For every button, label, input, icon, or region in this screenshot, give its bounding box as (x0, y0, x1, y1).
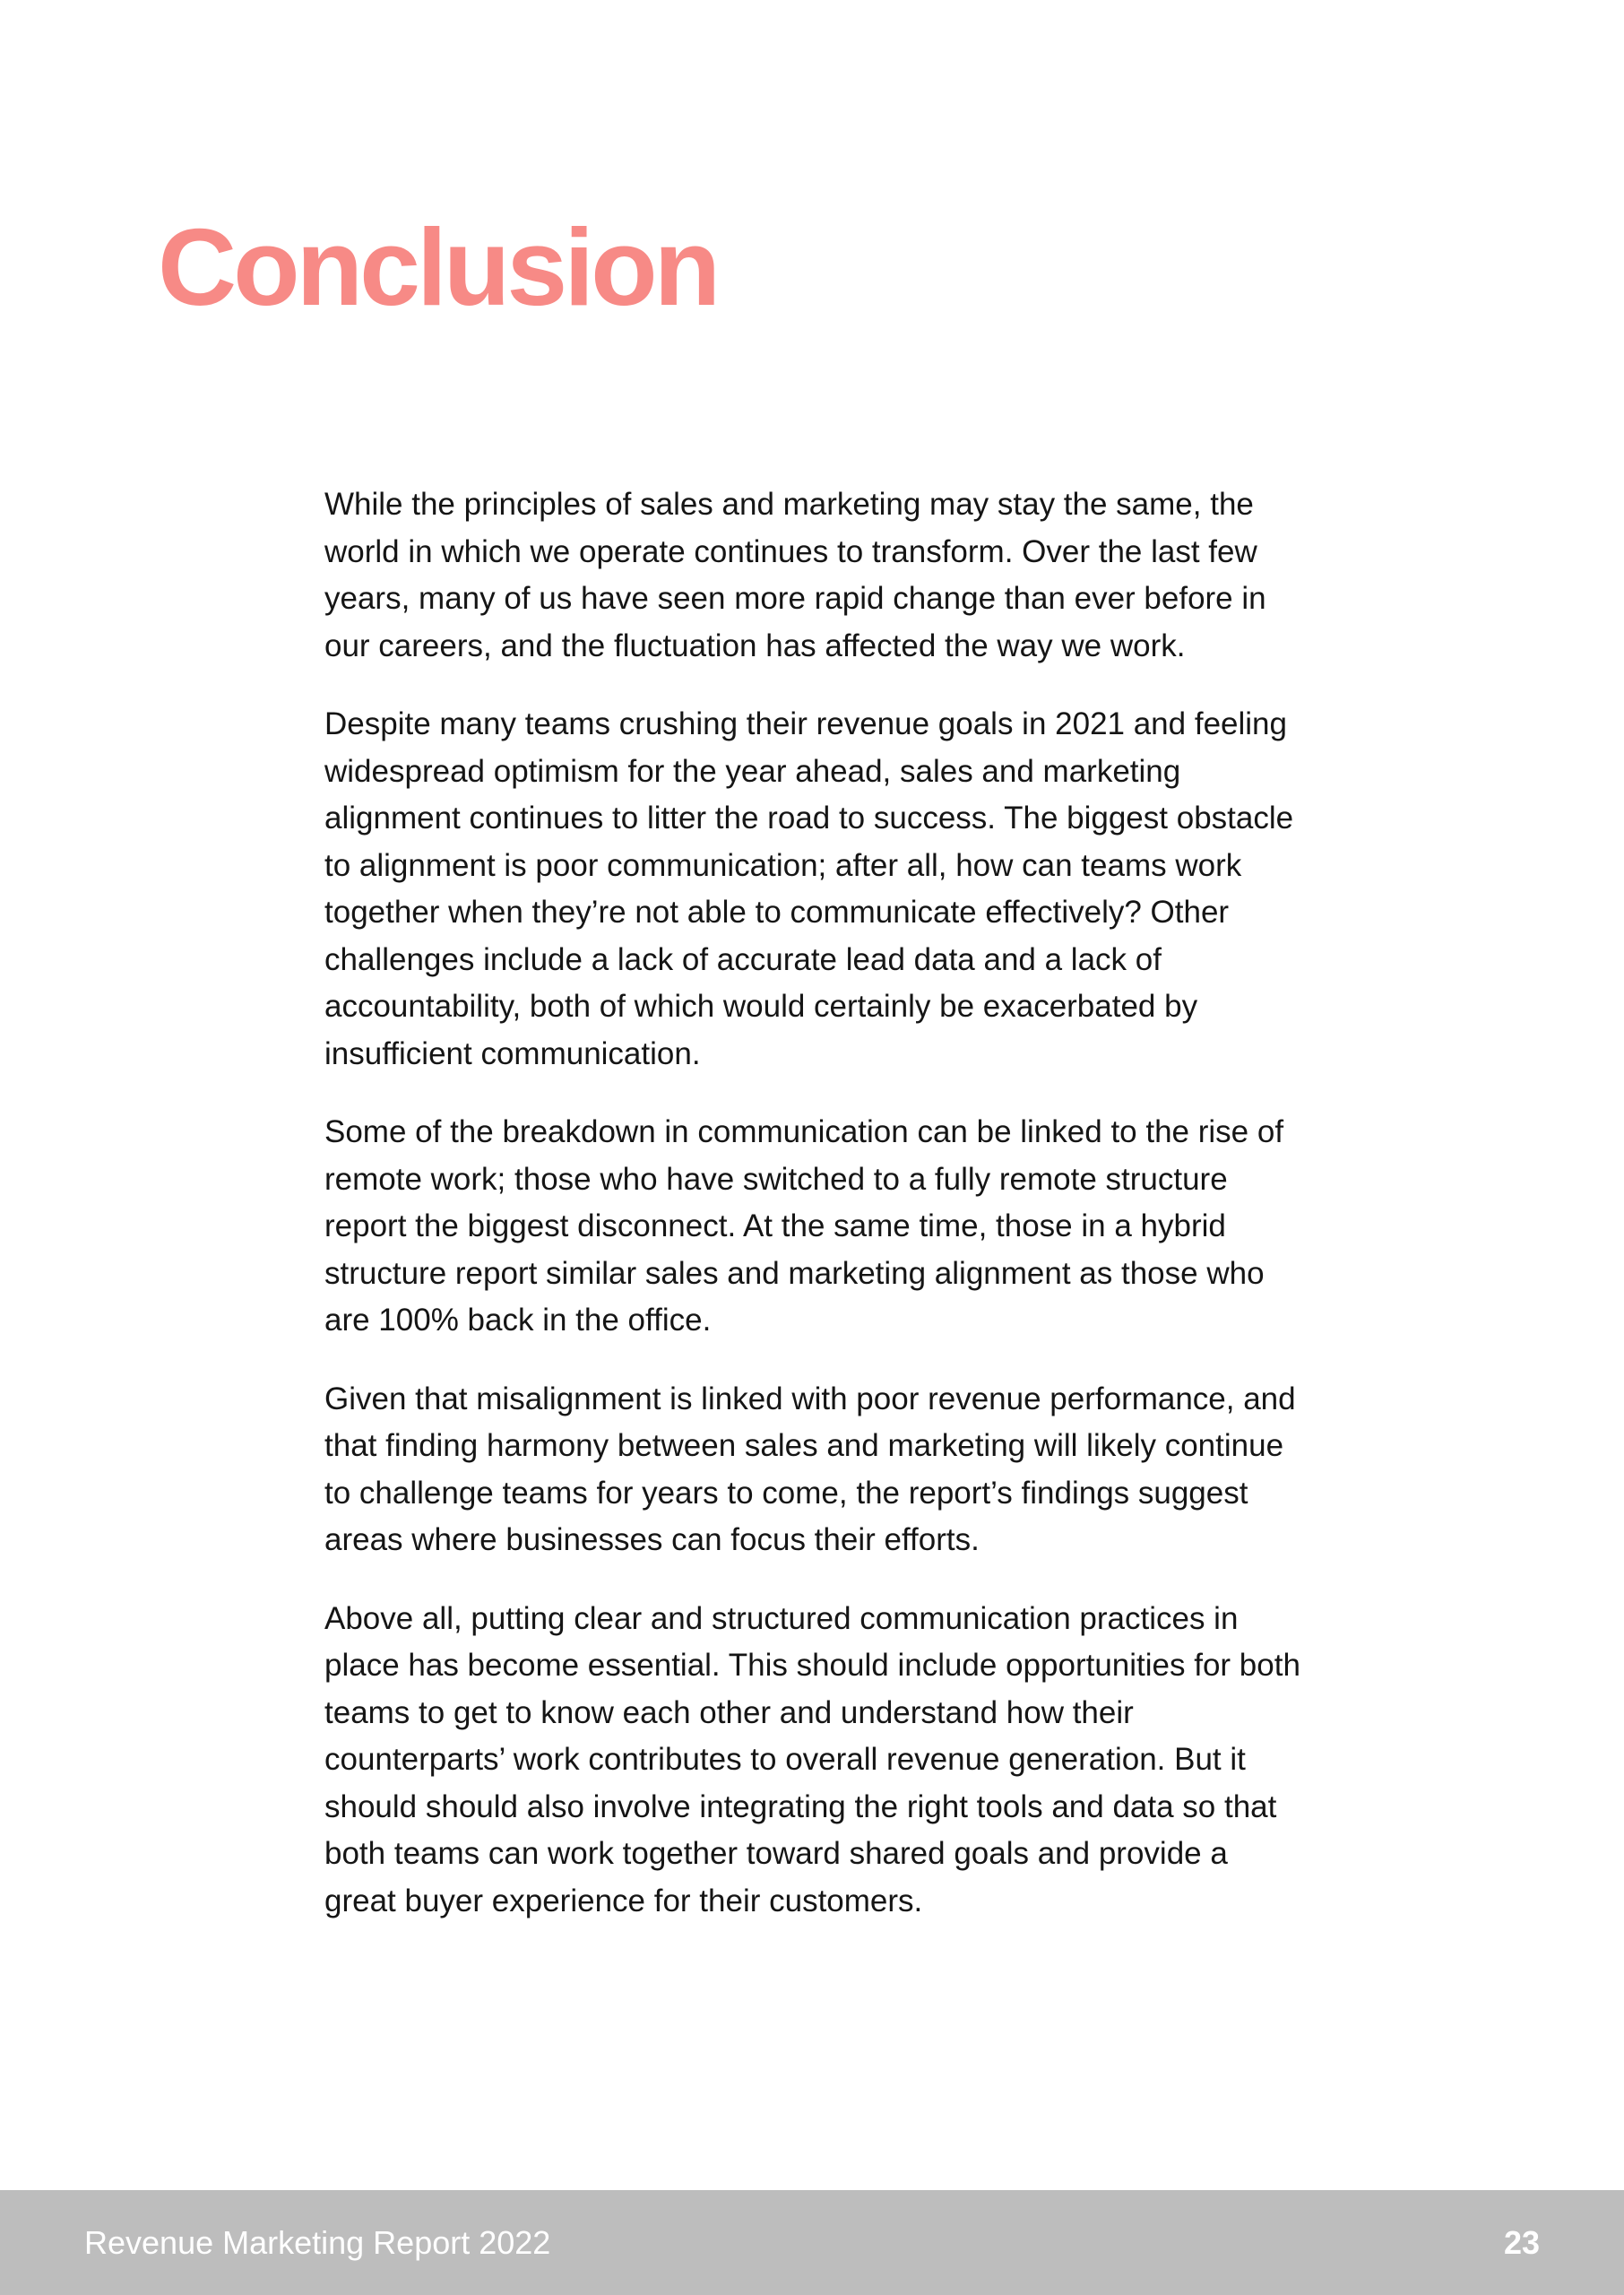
paragraph-2: Despite many teams crushing their revenue goals in 2021 and feeling widespread optimism for the year ahead, sales and marketing alignment continues to litter the road to success. The biggest obstacle to alignment is poor communication; after all, how can teams work together when they’re not able to communicate effectively? Other challenges include a lack of accurate lead data and a lack of accountability, both of which would certainly be exacerbated by insufficient communication. (324, 706, 1294, 1071)
page-number: 23 (1503, 2224, 1540, 2261)
page-footer (0, 2190, 1624, 2295)
paragraph-3: Some of the breakdown in communication can be linked to the rise of remote work; those who have switched to a fully remote structure report the biggest disconnect. At the same time, those in a hybrid structure report similar sales and marketing alignment as those who are 100% back in the office. (324, 1114, 1284, 1338)
paragraph-5: Above all, putting clear and structured communication practices in place has become essential. This should include opportunities for both teams to get to know each other and understand how their counterparts’ work contributes to overall revenue generation. But it should should also involve integrating the right tools and data so that both teams can work together toward shared goals and provide a great buyer experience for their customers. (324, 1600, 1300, 1918)
page-title: Conclusion (158, 206, 718, 328)
paragraph-1: While the principles of sales and marketing may stay the same, the world in which we operate continues to transform. Over the last few years, many of us have seen more rapid change than ever before in our careers, and the fluctuation has affected the way we work. (324, 487, 1266, 663)
report-title: Revenue Marketing Report 2022 (84, 2224, 551, 2261)
paragraph-4: Given that misalignment is linked with poor revenue performance, and that finding harmony between sales and marketing will likely continue to challenge teams for years to come, the report’s findings suggest areas where businesses can focus their efforts. (324, 1381, 1296, 1557)
conclusion-body (324, 481, 1301, 1956)
